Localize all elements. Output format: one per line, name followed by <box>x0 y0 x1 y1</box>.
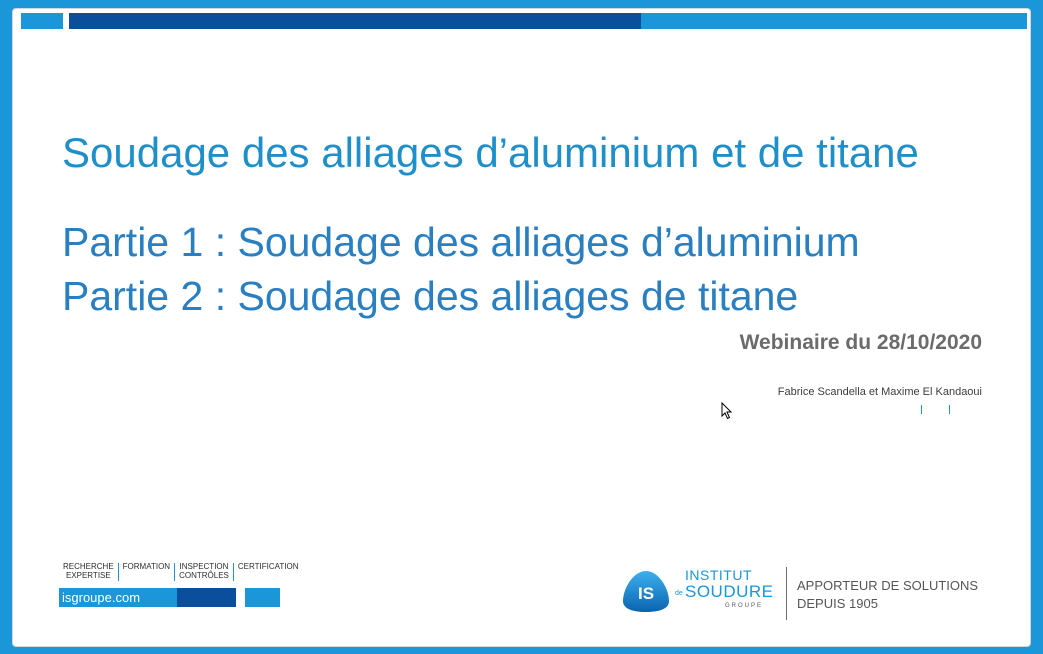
is-logo-icon <box>621 569 671 618</box>
top-bar-light-segment-right <box>641 13 1027 29</box>
service-certification: CERTIFICATION <box>237 562 299 571</box>
logo-de: de <box>675 590 683 597</box>
mouse-cursor-icon <box>721 402 733 425</box>
logo-groupe: GROUPE <box>725 603 764 609</box>
svg-text:IS: IS <box>637 584 655 603</box>
slide-frame <box>12 8 1031 647</box>
logo-institut: INSTITUT <box>685 567 752 583</box>
service-training: FORMATION <box>122 562 171 571</box>
webinar-date: Webinaire du 28/10/2020 <box>739 331 982 354</box>
top-bar-dark-segment <box>69 13 641 29</box>
tagline-line-2: DEPUIS 1905 <box>797 596 878 611</box>
part-2-heading: Partie 2 : Soudage des alliages de titane <box>62 273 799 319</box>
part-1-heading: Partie 1 : Soudage des alliages d’aluminium <box>62 219 860 265</box>
tagline <box>797 577 978 613</box>
logo-divider <box>786 567 787 620</box>
logo-soudure: SOUDURE <box>685 582 774 601</box>
services-list <box>59 562 302 581</box>
service-research: RECHERCHE EXPERTISE <box>63 562 114 580</box>
services-footer <box>59 562 302 607</box>
service-inspection: INSPECTION CONTRÔLES <box>179 562 229 580</box>
divider-tick <box>921 405 922 414</box>
website-bar[interactable] <box>59 588 280 607</box>
institut-soudure-logo <box>621 565 781 615</box>
divider-tick <box>949 405 950 414</box>
website-url[interactable]: isgroupe.com <box>62 590 141 605</box>
top-bar-light-segment <box>21 13 63 29</box>
tagline-line-1: APPORTEUR DE SOLUTIONS <box>797 578 979 593</box>
slide-title: Soudage des alliages d’aluminium et de titane <box>62 129 919 176</box>
authors: Fabrice Scandella et Maxime El Kandaoui <box>777 386 982 398</box>
